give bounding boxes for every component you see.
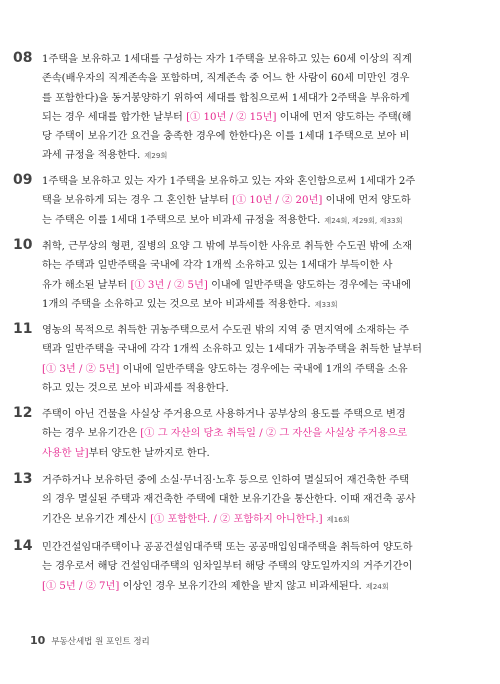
- answer-blank-continued: 사용한 날]: [42, 447, 89, 459]
- question-09: 09 1주택을 보유하고 있는 자가 1주택을 보유하고 있는 자와 혼인함으로써 1세대가 2주 택을 보유하게 되는 경우 그 혼인한 날부터 [① 10년 / ② 20년] 이내에 먼저 양도하 는 주택은 이를 1세대 1주택으로 보아 비과세 규정을 적용한다. 제24회, 제29회, 제33회: [13, 172, 416, 226]
- question-number: 12: [13, 405, 33, 421]
- question-number: 11: [13, 321, 33, 337]
- exam-reference: 제16회: [326, 514, 350, 524]
- answer-blank: [① 그 자산의 당초 취득일 / ② 그 자산을 사실상 주거용으로: [140, 428, 408, 440]
- question-number: 08: [13, 50, 33, 66]
- question-12: 12 주택이 아닌 건물을 사실상 주거용으로 사용하거나 공부상의 용도를 주택으로 변경 하는 경우 보유기간은 [① 그 자산의 당초 취득일 / ② 그 자산을 사실상 주거용으로 사용한 날]부터 양도한 날까지로 한다.: [13, 405, 408, 459]
- exam-reference: 제29회: [144, 151, 168, 161]
- question-08: 08 1주택을 보유하고 1세대를 구성하는 자가 1주택을 보유하고 있는 60세 이상의 직계 존속(배우자의 직계존속을 포함하며, 직계존속 중 어느 한 사람이 60세 미만인 경우 를 포함한다)을 동거봉양하기 위하여 세대를 합침으로써 1세대가 2주택을 부유하게 되는 경우 세대를 합가한 날부터 [① 10년 / ② 15년] 이내에 먼저 양도하는 주택(해 당 주택이 보유기간 요건을 충족한 경우에 한한다)은 이를 1세대 1주택으로 보아 비 과세 규정을 적용한다. 제29회: [13, 50, 412, 162]
- question-number: 09: [13, 172, 33, 188]
- question-10: 10 취학, 근무상의 형편, 질병의 요양 그 밖에 부득이한 사유로 취득한 수도권 밖에 소재 하는 주택과 일반주택을 국내에 각각 1개씩 소유하고 있는 1세대가 부득이한 사 유가 해소된 날부터 [① 3년 / ② 5년] 이내에 일반주택을 양도하는 경우에는 국내에 1개의 주택을 소유하고 있는 것으로 보아 비과세를 적용한다. 제33회: [13, 237, 413, 310]
- answer-blank: [① 포함한다. / ② 포함하지 아니한다.]: [150, 513, 323, 525]
- answer-blank: [① 5년 / ② 7년]: [42, 580, 120, 592]
- answer-blank: [① 3년 / ② 5년]: [130, 279, 208, 291]
- book-title: 부동산세법 원 포인트 정리: [51, 637, 150, 647]
- question-11: 11 영농의 목적으로 취득한 귀농주택으로서 수도권 밖의 지역 중 면지역에 소재하는 주 택과 일반주택을 국내에 각각 1개씩 소유하고 있는 1세대가 귀농주택을 취득한 날부터 [① 3년 / ② 5년] 이내에 일반주택을 양도하는 경우에는 국내에 1개의 주택을 소유 하고 있는 것으로 보아 비과세를 적용한다.: [13, 321, 422, 394]
- question-number: 13: [13, 471, 33, 487]
- exam-reference: 제24회: [365, 581, 389, 591]
- question-13: 13 거주하거나 보유하던 중에 소실·무너짐·노후 등으로 인하여 멸실되어 재건축한 주택 의 경우 멸실된 주택과 재건축한 주택에 대한 보유기간을 통산한다. 이때 재건축 공사 기간은 보유기간 계산시 [① 포함한다. / ② 포함하지 아니한다.] 제16회: [13, 471, 416, 525]
- question-14: 14 민간건설임대주택이나 공공건설임대주택 또는 공공매입임대주택을 취득하여 양도하 는 경우로서 해당 건설임대주택의 임차일부터 해당 주택의 양도일까지의 거주기간이 [① 5년 / ② 7년] 이상인 경우 보유기간의 제한을 받지 않고 비과세된다. 제24회: [13, 538, 413, 592]
- exam-reference: 제33회: [314, 299, 338, 309]
- page-footer: [30, 634, 150, 647]
- question-number: 14: [13, 538, 33, 554]
- exam-reference: 제24회, 제29회, 제33회: [324, 215, 403, 225]
- answer-blank: [① 3년 / ② 5년]: [42, 363, 120, 375]
- page-number: 10: [30, 634, 46, 647]
- answer-blank: [① 10년 / ② 15년]: [186, 111, 277, 123]
- answer-blank: [① 10년 / ② 20년]: [231, 195, 323, 207]
- question-number: 10: [13, 237, 33, 253]
